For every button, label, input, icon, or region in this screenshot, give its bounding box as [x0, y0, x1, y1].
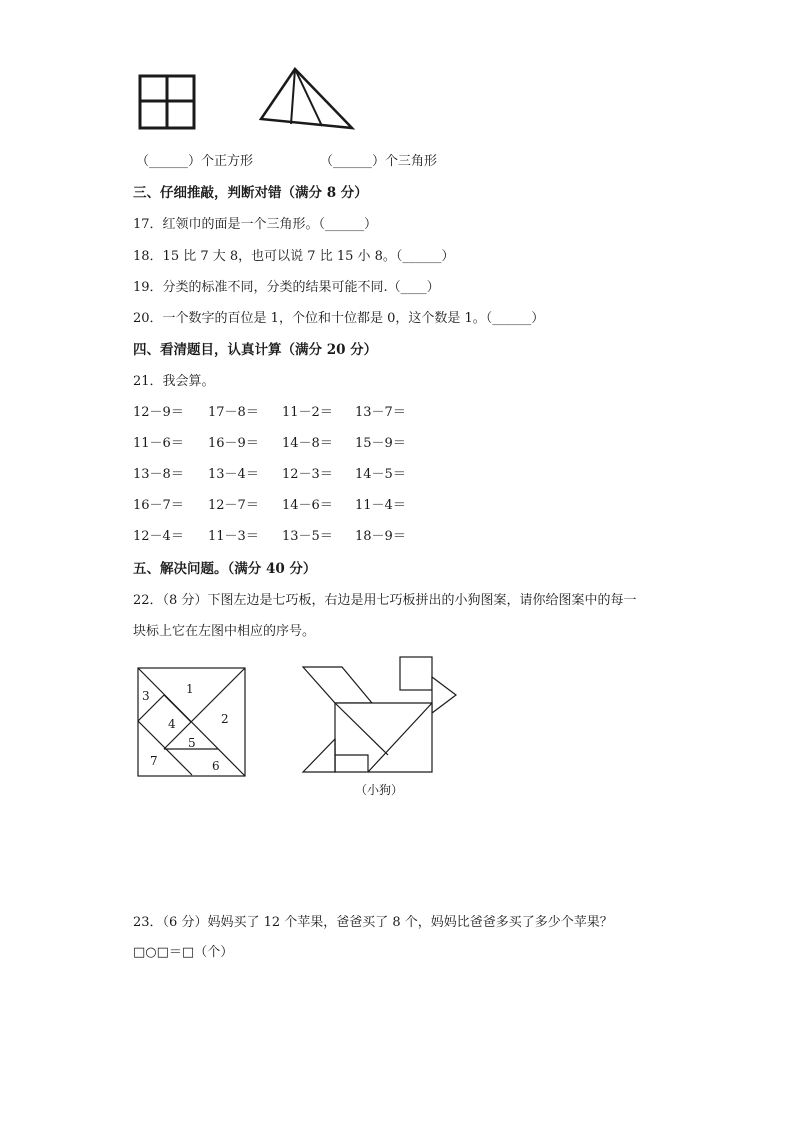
- calc-item: 11－2＝: [282, 405, 333, 420]
- calc-item: 13－5＝: [282, 529, 333, 544]
- calc-item: 12－3＝: [282, 467, 333, 482]
- tangram-label-7: 7: [150, 754, 158, 768]
- triangles-figure: [258, 66, 356, 130]
- question-23: 23．（6 分）妈妈买了 12 个苹果，爸爸买了 8 个，妈妈比爸爸多买了多少个苹果？: [133, 915, 613, 930]
- calc-item: 13－8＝: [133, 467, 184, 482]
- calc-item: 14－5＝: [355, 467, 406, 482]
- tangram-label-5: 5: [188, 736, 196, 750]
- triangles-caption: （______）个三角形: [320, 154, 438, 169]
- tangram-label-6: 6: [212, 759, 220, 773]
- question-18: 18．15 比 7 大 8，也可以说 7 比 15 小 8。（______）: [133, 249, 455, 264]
- tangram-label-1: 1: [186, 682, 194, 696]
- tangram-dog-figure: [300, 655, 460, 775]
- calc-item: 11－6＝: [133, 436, 184, 451]
- calc-item: 16－7＝: [133, 498, 184, 513]
- calc-item: 12－9＝: [133, 405, 184, 420]
- calc-item: 11－4＝: [355, 498, 406, 513]
- calc-item: 12－7＝: [208, 498, 259, 513]
- calc-item: 11－3＝: [208, 529, 259, 544]
- four-squares-figure: [138, 74, 196, 130]
- calc-item: 14－6＝: [282, 498, 333, 513]
- calc-item: 13－4＝: [208, 467, 259, 482]
- question-19: 19．分类的标准不同，分类的结果可能不同.（____）: [133, 280, 440, 295]
- tangram-figure: [137, 667, 247, 778]
- calc-item: 16－9＝: [208, 436, 259, 451]
- question-20: 20．一个数字的百位是 1，个位和十位都是 0，这个数是 1。（______）: [133, 311, 545, 326]
- question-17: 17．红领巾的面是一个三角形。（______）: [133, 217, 378, 232]
- tangram-label-4: 4: [168, 717, 176, 731]
- section5-heading: 五、解决问题。（满分 40 分）: [133, 561, 317, 577]
- question-22-line1: 22．（8 分）下图左边是七巧板，右边是用七巧板拼出的小狗图案，请你给图案中的每一: [133, 593, 637, 608]
- tangram-label-2: 2: [221, 712, 229, 726]
- tangram-label-3: 3: [142, 689, 150, 703]
- question-22-line2: 块标上它在左图中相应的序号。: [133, 624, 316, 639]
- question-21: 21．我会算。: [133, 374, 215, 389]
- question-23-formula: □○□＝□（个）: [133, 945, 234, 960]
- section3-heading: 三、仔细推敲，判断对错（满分 8 分）: [133, 185, 368, 201]
- calc-item: 17－8＝: [208, 405, 259, 420]
- calc-item: 12－4＝: [133, 529, 184, 544]
- squares-caption: （______）个正方形: [136, 154, 254, 169]
- calc-item: 18－9＝: [355, 529, 406, 544]
- calc-item: 14－8＝: [282, 436, 333, 451]
- dog-caption: （小狗）: [355, 783, 404, 797]
- calc-item: 13－7＝: [355, 405, 406, 420]
- section4-heading: 四、看清题目，认真计算（满分 20 分）: [133, 342, 378, 358]
- calc-item: 15－9＝: [355, 436, 406, 451]
